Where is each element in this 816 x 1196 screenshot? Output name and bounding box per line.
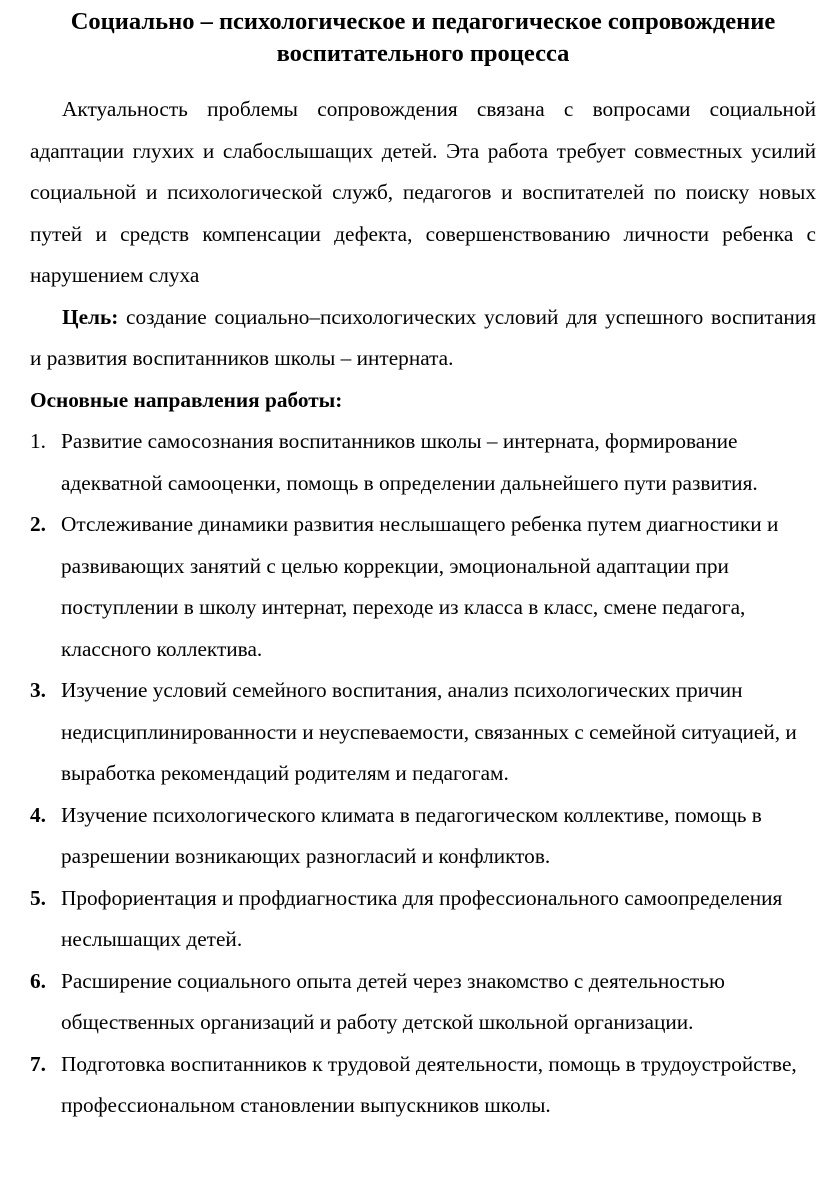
list-item-text: Изучение условий семейного воспитания, анализ психологических причин недисциплинированности и неуспеваемости, связанных с семейной ситуацией, и выработка рекомендаций родителям и педагогам.	[61, 678, 797, 785]
list-item	[30, 795, 816, 878]
list-item	[30, 878, 816, 961]
list-item-number: 2.	[30, 512, 46, 536]
list-item-text: Отслеживание динамики развития неслышащего ребенка путем диагностики и развивающих занятий с целью коррекции, эмоциональной адаптации при поступлении в школу интернат, переходе из класса в класс, смене педагога, классного коллектива.	[61, 512, 779, 661]
list-item	[30, 670, 816, 795]
list-item-number: 7.	[30, 1051, 46, 1076]
document-page	[30, 0, 816, 1127]
goal-text: создание социально–психологических условий для успешного воспитания и развития воспитанников школы – интерната.	[30, 304, 816, 370]
list-item-number: 3.	[30, 678, 46, 702]
list-item-number: 5.	[30, 885, 46, 910]
list-item	[30, 421, 816, 504]
list-item-text: Подготовка воспитанников к трудовой деятельности, помощь в трудоустройстве, профессиональном становлении выпускников школы.	[61, 1051, 797, 1117]
list-item-number: 6.	[30, 968, 46, 993]
list-item-text: Изучение психологического климата в педагогическом коллективе, помощь в разрешении возникающих разногласий и конфликтов.	[61, 802, 762, 868]
goal-paragraph	[30, 297, 816, 380]
list-item	[30, 961, 816, 1044]
list-item-text: Профориентация и профдиагностика для профессионального самоопределения неслышащих детей.	[61, 885, 783, 951]
list-item	[30, 1044, 816, 1127]
goal-label: Цель:	[62, 304, 119, 329]
intro-paragraph: Актуальность проблемы сопровождения связана с вопросами социальной адаптации глухих и слабослышащих детей. Эта работа требует совместных усилий социальной и психологической служб, педагогов и воспитателей по поиску новых путей и средств компенсации дефекта, совершенствованию личности ребенка с нарушением слуха	[30, 97, 816, 287]
page-title: Социально – психологическое и педагогическое сопровождение воспитательного процесса	[70, 8, 776, 67]
list-item-number: 4.	[30, 802, 46, 827]
directions-list	[30, 421, 816, 1127]
list-item	[30, 504, 816, 670]
document-body	[30, 89, 816, 1127]
list-item-text: Развитие самосознания воспитанников школы – интерната, формирование адекватной самооценки, помощь в определении дальнейшего пути развития.	[61, 429, 758, 495]
directions-heading: Основные направления работы:	[30, 387, 343, 412]
list-item-text: Расширение социального опыта детей через знакомство с деятельностью общественных организаций и работу детской школьной организации.	[61, 968, 725, 1034]
list-item-number: 1.	[30, 429, 46, 453]
